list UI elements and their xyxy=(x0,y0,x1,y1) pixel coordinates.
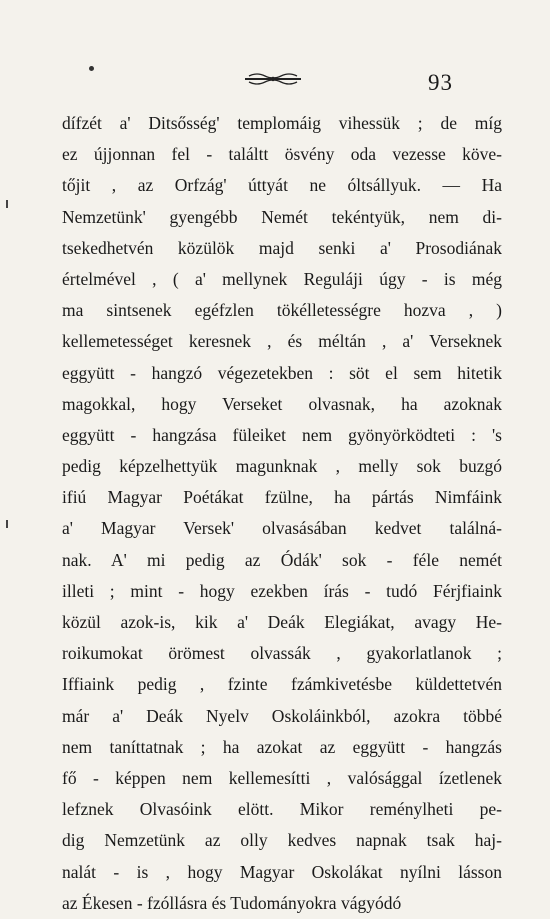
text-line: fő - képpen nem kellemesítti , valósággal ízetlenek xyxy=(62,767,502,788)
text-line: eggyütt - hangzó végezetekben : söt el sem hitetik xyxy=(62,362,502,383)
text-line: kellemetességet keresnek , és méltán , a' Verseknek xyxy=(62,331,502,352)
page-number: 93 xyxy=(428,70,453,95)
text-line: nak. A' mi pedig az Ódák' sok - féle nemét xyxy=(62,549,502,570)
ink-dot xyxy=(89,66,94,71)
text-line: már a' Deák Nyelv Oskoláinkból, azokra többé xyxy=(62,705,502,726)
body-text xyxy=(62,108,502,919)
text-line: dig Nemzetünk az olly kedves napnak tsak haj- xyxy=(62,830,502,851)
text-line: illeti ; mint - hogy ezekben írás - tudó Férjfiaink xyxy=(62,580,502,601)
text-line: pedig képzelhettyük magunknak , melly sok buzgó xyxy=(62,456,502,477)
text-line: Iffiaink pedig , fzinte fzámkivetésbe küldettetvén xyxy=(62,674,502,695)
text-line: eggyütt - hangzása füleiket nem gyönyörködteti : 's xyxy=(62,424,502,445)
text-line: dífzét a' Ditsősség' templomáig vihessük ; de míg xyxy=(62,113,502,133)
text-line: ma sintsenek egéfzlen tökélletességre hozva , ) xyxy=(62,300,502,321)
text-line: közül azok-is, kik a' Deák Elegiákat, avagy He- xyxy=(62,612,502,632)
margin-mark xyxy=(6,520,8,528)
text-line: lefznek Olvasóink elött. Mikor reménylheti pe- xyxy=(62,799,502,820)
text-line: roikumokat örömest olvassák , gyakorlatlanok ; xyxy=(62,643,502,664)
header-ornament-icon xyxy=(243,72,303,86)
text-line: ez újjonnan fel - találtt ösvény oda vezesse köve- xyxy=(62,144,502,165)
text-line: tsekedhetvén közülök majd senki a' Prosodiának xyxy=(62,237,502,258)
text-line: értelmével , ( a' mellynek Reguláji úgy - is még xyxy=(62,268,502,289)
margin-mark xyxy=(6,200,8,208)
text-line: nem taníttatnak ; ha azokat az eggyütt - hangzás xyxy=(62,736,502,757)
text-line: ifiú Magyar Poétákat fzülne, ha pártás Nimfáink xyxy=(62,487,502,508)
text-line: az Ékesen - fzóllásra és Tudományokra vágyódó xyxy=(62,892,402,913)
text-line: nalát - is , hogy Magyar Oskolákat nyílni lásson xyxy=(62,861,502,882)
text-line: Nemzetünk' gyengébb Nemét tekéntyük, nem di- xyxy=(62,206,502,227)
text-line: a' Magyar Versek' olvasásában kedvet találná- xyxy=(62,518,502,539)
text-line: tőjit , az Orfzág' úttyát ne óltsállyuk. — Ha xyxy=(62,175,502,196)
text-line: magokkal, hogy Verseket olvasnak, ha azoknak xyxy=(62,393,502,414)
